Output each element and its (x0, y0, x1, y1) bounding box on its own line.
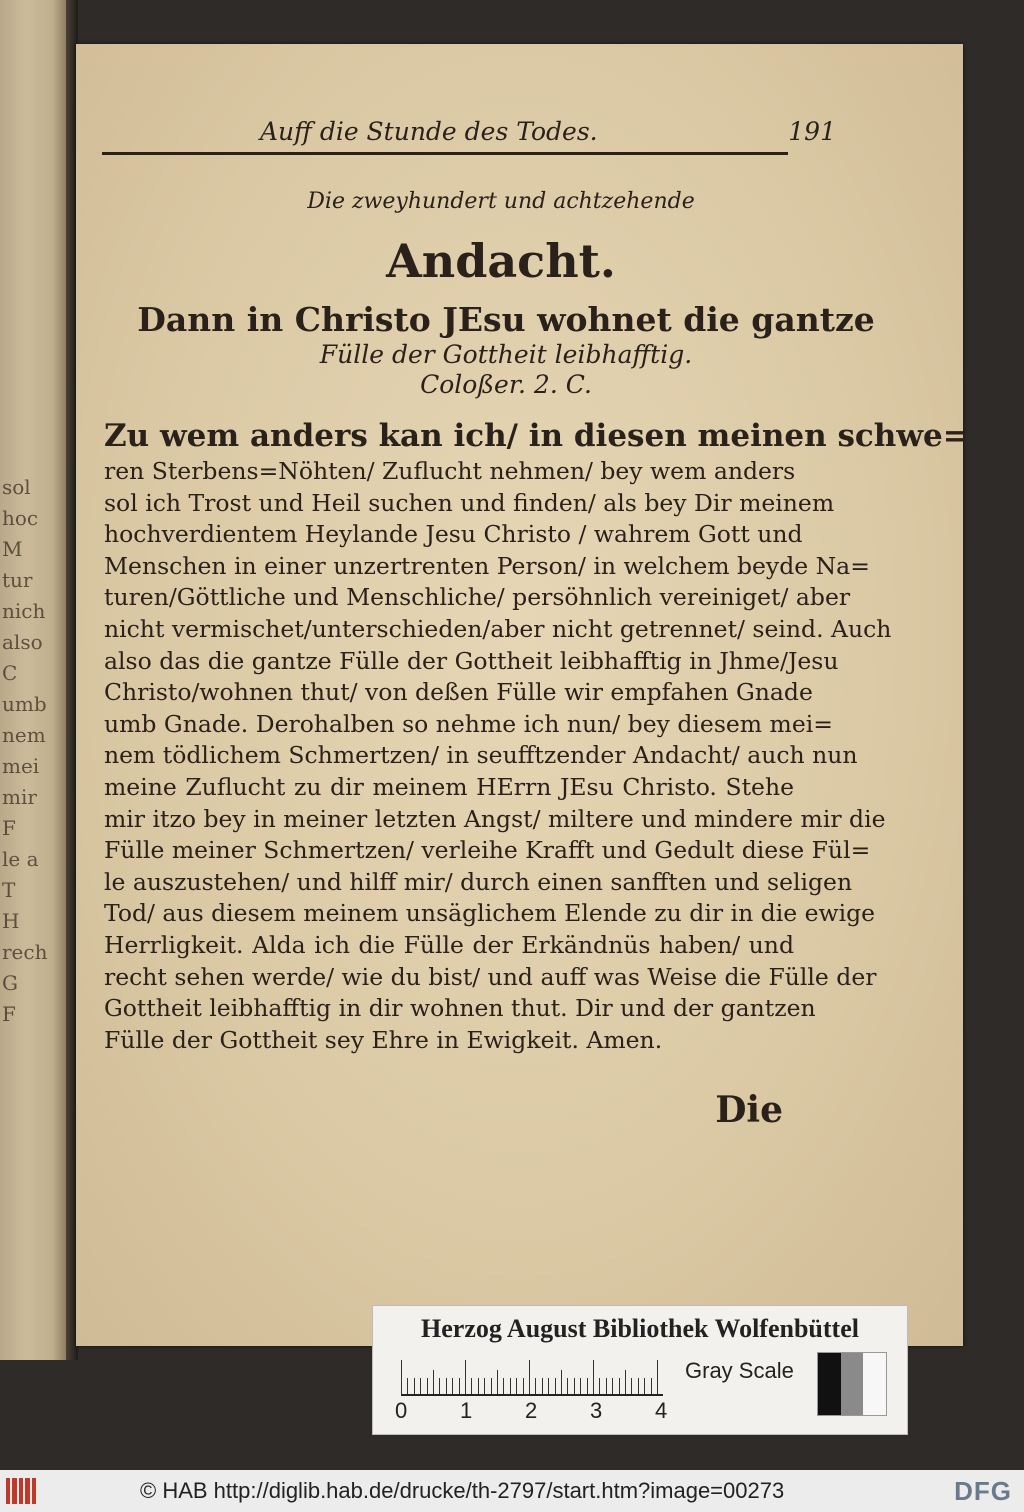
hab-logo-bar (32, 1478, 36, 1504)
ruler-tick (503, 1378, 504, 1394)
page-number: 191 (788, 117, 836, 146)
ruler-tick (574, 1378, 575, 1394)
ruler-tick (625, 1370, 626, 1394)
prayer-line: turen/Göttliche und Menschliche/ persöhnlich vereiniget/ aber (104, 583, 851, 612)
verse-line-2: Fülle der Gottheit leibhafftig. (319, 340, 693, 369)
ruler-tick (420, 1378, 421, 1394)
ruler-tick (593, 1360, 594, 1394)
ruler-tick (471, 1378, 472, 1394)
heading-ordinal: Die zweyhundert und achtzehende (307, 189, 695, 214)
ruler-tick (561, 1370, 562, 1394)
left-page-text-fragments: sol hoc M tur nich also C umb nem mei mir F le a T H rech G F (2, 475, 48, 1026)
left-page-edge (0, 0, 66, 1360)
prayer-line: mir itzo bey in meiner letzten Angst/ miltere und mindere mir die (104, 804, 886, 833)
prayer-line: recht sehen werde/ wie du bist/ und auff was Weise die Fülle der (104, 962, 877, 991)
ruler-tick (606, 1378, 607, 1394)
ruler-tick (548, 1378, 549, 1394)
prayer-body (104, 416, 969, 1056)
prayer-line: Menschen in einer unzertrenten Person/ in welchem beyde Na= (104, 551, 870, 580)
prayer-line: also das die gantze Fülle der Gottheit leibhafftig in Jhme/Jesu (104, 646, 839, 675)
prayer-line: meine Zuflucht zu dir meinem HErrn JEsu Christo. Stehe (104, 772, 794, 801)
running-head-title: Auff die Stunde des Todes. (260, 117, 598, 146)
prayer-line: Herrligkeit. Alda ich die Fülle der Erkändnüs haben/ und (104, 930, 794, 959)
ruler-tick (516, 1378, 517, 1394)
prayer-line: Tod/ aus diesem meinem unsäglichem Elende zu dir in die ewige (104, 899, 876, 928)
hab-logo-bar (12, 1478, 16, 1504)
ruler-tick (580, 1378, 581, 1394)
footer-credit: © HAB http://diglib.hab.de/drucke/th-2797/start.htm?image=00273 (140, 1478, 785, 1503)
ruler-number: 2 (525, 1398, 538, 1423)
ruler-tick (657, 1360, 658, 1394)
ruler-tick (523, 1378, 524, 1394)
ruler-tick (491, 1378, 492, 1394)
ruler-tick (510, 1378, 511, 1394)
hab-logo-bar (19, 1478, 23, 1504)
gray-swatches (817, 1352, 887, 1416)
ruler-tick (452, 1378, 453, 1394)
ruler-tick (497, 1370, 498, 1394)
ruler-tick (459, 1378, 460, 1394)
prayer-line: ren Sterbens=Nöhten/ Zuflucht nehmen/ bey wem anders (104, 457, 796, 485)
prayer-line: Christo/wohnen thut/ von deßen Fülle wir empfahen Gnade (104, 678, 813, 707)
ruler-number: 0 (395, 1398, 408, 1423)
ruler-numbers (395, 1398, 685, 1424)
ruler-number: 1 (460, 1398, 473, 1423)
ruler-tick (644, 1378, 645, 1394)
ruler-tick (478, 1378, 479, 1394)
heading-title: Andacht. (386, 234, 616, 288)
hab-logo-icon (6, 1478, 36, 1504)
ruler-tick (446, 1378, 447, 1394)
prayer-line: umb Gnade. Derohalben so nehme ich nun/ bey diesem mei= (104, 709, 833, 738)
gray-swatch (863, 1353, 886, 1415)
scale-ruler (401, 1358, 663, 1396)
prayer-line: nicht vermischet/unterschieden/aber nicht getrennet/ seind. Auch (104, 614, 892, 643)
prayer-line: Fülle der Gottheit sey Ehre in Ewigkeit. Amen. (104, 1025, 663, 1054)
hab-logo-bar (6, 1478, 10, 1504)
ruler-tick (612, 1378, 613, 1394)
dfg-logo: DFG (954, 1476, 1012, 1506)
ruler-tick (401, 1360, 402, 1394)
ruler-tick (439, 1378, 440, 1394)
ruler-number: 4 (655, 1398, 668, 1423)
ruler-tick (567, 1378, 568, 1394)
ruler-tick (414, 1378, 415, 1394)
gray-swatch (841, 1353, 864, 1415)
header-rule (102, 152, 788, 155)
book-page (76, 44, 969, 1346)
verse-reference: Coloßer. 2. C. (420, 370, 592, 399)
hab-logo-bar (25, 1478, 29, 1504)
footer-bar (0, 1470, 1024, 1512)
prayer-line: nem tödlichem Schmertzen/ in seufftzender Andacht/ auch nun (104, 741, 858, 770)
ruler-tick (631, 1378, 632, 1394)
ruler-tick (542, 1378, 543, 1394)
color-card (372, 1305, 908, 1435)
prayer-line: Zu wem anders kan ich/ in diesen meinen schwe= (104, 418, 969, 454)
ruler-tick (407, 1378, 408, 1394)
ruler-tick (535, 1378, 536, 1394)
ruler-tick (484, 1378, 485, 1394)
prayer-line: hochverdientem Heylande Jesu Christo / wahrem Gott und (104, 520, 803, 549)
ruler-tick (638, 1378, 639, 1394)
verse-line-1: Dann in Christo JEsu wohnet die gantze (137, 300, 875, 339)
ruler-tick (465, 1360, 466, 1394)
ruler-tick (599, 1378, 600, 1394)
ruler-tick (651, 1378, 652, 1394)
ruler-tick (619, 1378, 620, 1394)
ruler-tick (529, 1360, 530, 1394)
prayer-line: sol ich Trost und Heil suchen und finden/ als bey Dir meinem (104, 488, 835, 517)
prayer-line: le auszustehen/ und hilff mir/ durch einen sanfften und seligen (104, 867, 853, 896)
ruler-tick (555, 1378, 556, 1394)
ruler-number: 3 (590, 1398, 603, 1423)
ruler-tick (427, 1378, 428, 1394)
catchword: Die (715, 1089, 783, 1131)
institution-name: Herzog August Bibliothek Wolfenbüttel (421, 1314, 859, 1343)
gray-scale-label: Gray Scale (685, 1358, 794, 1383)
ruler-tick (587, 1378, 588, 1394)
gray-swatch (818, 1353, 841, 1415)
ruler-tick (433, 1370, 434, 1394)
prayer-line: Gottheit leibhafftig in dir wohnen thut. Dir und der gantzen (104, 994, 816, 1023)
prayer-line: Fülle meiner Schmertzen/ verleihe Krafft und Gedult diese Fül= (104, 836, 871, 865)
